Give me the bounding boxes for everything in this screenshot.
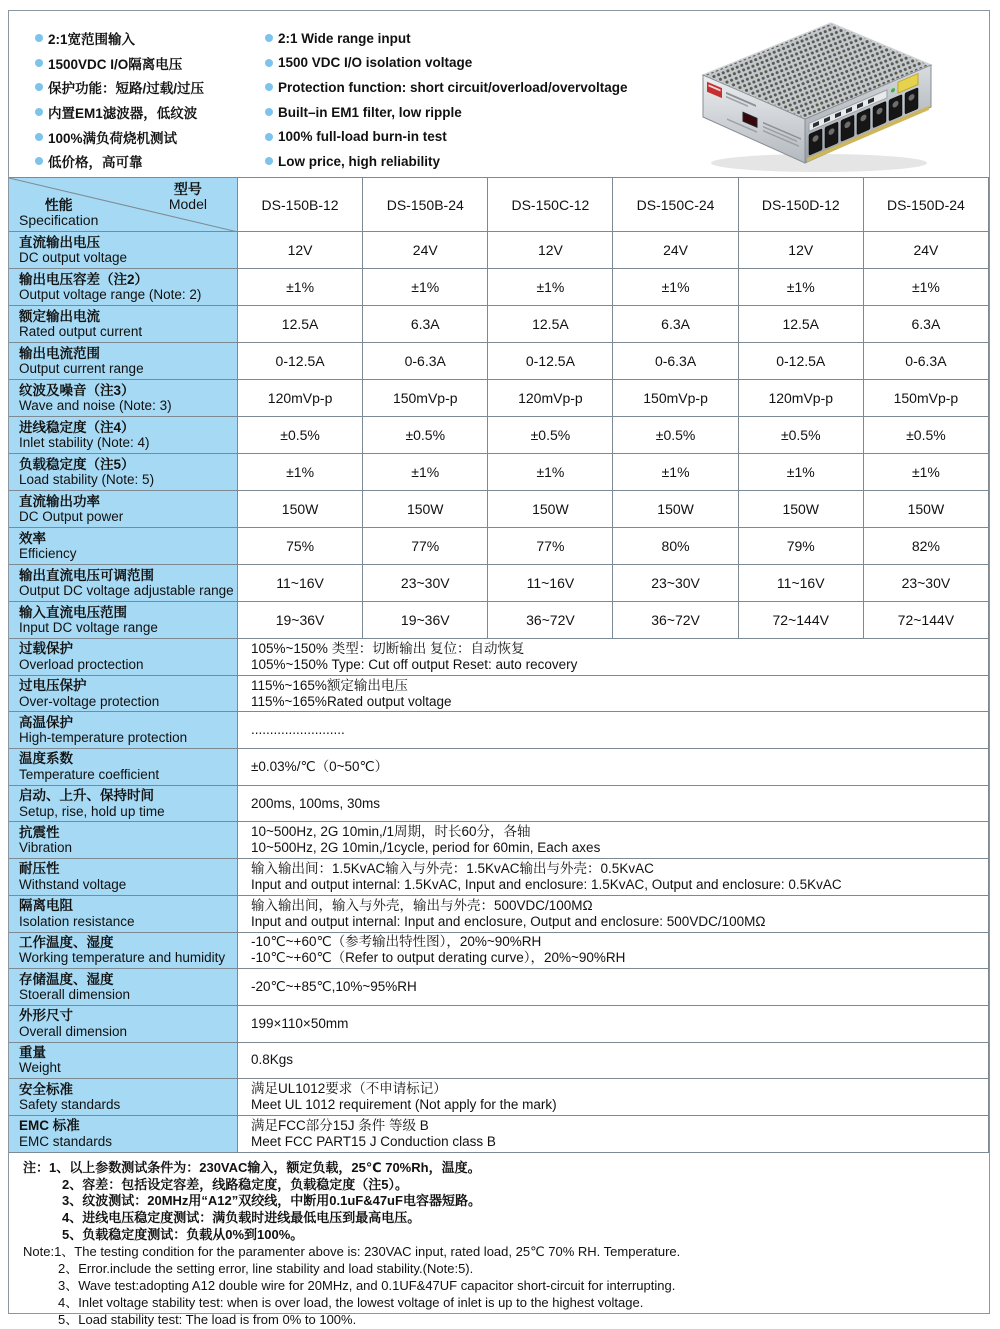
feature-label: 内置EM1滤波器，低纹波	[48, 106, 198, 122]
spec-value-cell: ±0.5%	[488, 417, 613, 454]
spec-value-cell: 12.5A	[238, 306, 363, 343]
spec-label-cell	[9, 565, 238, 602]
bullet-icon	[265, 157, 273, 165]
spec-merged-value-cell	[238, 1116, 989, 1153]
spec-value-cell: ±0.5%	[238, 417, 363, 454]
datasheet-page	[8, 10, 990, 1327]
note-line-zh: 2、容差：包括设定容差，线路稳定度，负载稳定度（注5）。	[62, 1176, 408, 1192]
spec-value-line: 0.8Kgs	[251, 1052, 294, 1068]
spec-value-cell: ±0.5%	[864, 417, 989, 454]
spec-value-cell: 24V	[613, 232, 738, 269]
spec-value-line: 10~500Hz, 2G 10min,/1周期，时长60分，各轴	[251, 824, 531, 840]
spec-row-merged	[9, 859, 989, 896]
spec-value-cell: 79%	[739, 528, 864, 565]
spec-row-merged	[9, 1043, 989, 1080]
spec-label-en: Working temperature and humidity	[19, 950, 226, 966]
spec-value-line: 115%~165%额定输出电压	[251, 677, 408, 693]
spec-label-en: Input DC voltage range	[19, 620, 158, 635]
spec-label-en: Inlet stability (Note: 4)	[19, 435, 150, 450]
spec-value-cell: ±1%	[488, 269, 613, 306]
spec-merged-value-cell	[238, 712, 989, 749]
spec-merged-value-cell	[238, 822, 989, 859]
bullet-icon	[35, 133, 43, 141]
spec-label-zh: 过电压保护	[19, 678, 87, 694]
spec-table	[9, 177, 989, 1153]
spec-label-cell	[9, 343, 238, 380]
feature-label: Built–in EM1 filter, low ripple	[278, 104, 462, 120]
corner-spec-zh: 性能	[44, 197, 73, 213]
spec-label-cell	[9, 639, 238, 676]
model-header-cell: DS-150D-24	[864, 178, 989, 232]
corner-model-label	[169, 182, 207, 212]
spec-value-cell: 12V	[488, 232, 613, 269]
spec-value-cell: 6.3A	[363, 306, 488, 343]
note-line-en: 2、Error.include the setting error, line stability and load stability.(Note:5).	[58, 1261, 474, 1277]
feature-list-zh	[35, 26, 204, 174]
spec-label-zh: 进线稳定度（注4）	[19, 419, 135, 435]
spec-row	[9, 269, 989, 306]
spec-value-line: Meet FCC PART15 J Conduction class B	[251, 1133, 496, 1149]
spec-row	[9, 454, 989, 491]
feature-item	[35, 26, 204, 51]
spec-label-zh: 高温保护	[19, 714, 73, 730]
spec-value-line: 输入输出间：1.5KvAC输入与外壳：1.5KvAC输出与外壳：0.5KvAC	[251, 860, 654, 876]
spec-label-zh: 输出电压容差（注2）	[19, 271, 149, 287]
spec-label-cell	[9, 454, 238, 491]
model-header-cell: DS-150C-24	[613, 178, 738, 232]
spec-merged-value-cell	[238, 896, 989, 933]
power-supply-image	[691, 13, 941, 175]
spec-label-zh: 存储温度、湿度	[19, 971, 114, 987]
notes-section	[9, 1153, 989, 1329]
spec-value-cell: 0-6.3A	[864, 343, 989, 380]
feature-label: 保护功能：短路/过载/过压	[48, 81, 205, 97]
spec-value-cell: 12.5A	[488, 306, 613, 343]
spec-label-cell	[9, 417, 238, 454]
spec-label-zh: 重量	[19, 1044, 46, 1060]
spec-value-cell: 150W	[613, 491, 738, 528]
spec-row-merged	[9, 933, 989, 970]
spec-value-line: ±0.03%/℃（0~50℃）	[251, 758, 389, 774]
note-line-en: 4、Inlet voltage stability test: when is over load, the lowest voltage of inlet is up to the highest voltage.	[58, 1294, 644, 1310]
spec-value-cell: 150W	[238, 491, 363, 528]
spec-label-zh: 输出电流范围	[19, 345, 100, 361]
spec-value-cell: 12V	[739, 232, 864, 269]
feature-item	[35, 100, 204, 125]
note-line-en: 5、Load stability test: The load is from 0% to 100%.	[58, 1311, 357, 1327]
spec-label-en: DC output voltage	[19, 250, 128, 265]
spec-label-cell	[9, 822, 238, 859]
spec-label-cell	[9, 232, 238, 269]
spec-label-en: EMC standards	[19, 1133, 113, 1149]
spec-label-cell	[9, 491, 238, 528]
spec-label-cell	[9, 1006, 238, 1043]
spec-value-cell: ±1%	[488, 454, 613, 491]
spec-label-en: Setup, rise, hold up time	[19, 803, 165, 819]
feature-item	[265, 51, 628, 76]
spec-label-en: Stoerall dimension	[19, 987, 131, 1003]
spec-label-cell	[9, 1043, 238, 1080]
spec-value-line: 199×110×50mm	[251, 1015, 349, 1031]
feature-item	[35, 124, 204, 149]
note-line-en: 3、Wave test:adopting A12 double wire for 20MHz, and 0.1UF&47UF capacitor short-circuit for interrupting.	[58, 1277, 676, 1293]
bullet-icon	[35, 83, 43, 91]
spec-value-cell: ±0.5%	[363, 417, 488, 454]
feature-item	[35, 75, 204, 100]
spec-value-cell: 150W	[363, 491, 488, 528]
spec-row	[9, 417, 989, 454]
feature-label: 低价格，高可靠	[48, 155, 143, 171]
feature-label: Low price, high reliability	[278, 153, 441, 169]
bullet-icon	[265, 34, 273, 42]
spec-row-merged	[9, 639, 989, 676]
feature-item	[265, 100, 628, 125]
table-header-row	[9, 178, 989, 232]
spec-row-merged	[9, 969, 989, 1006]
note-line-zh: 4、进线电压稳定度测试：满负载时进线最低电压到最高电压。	[62, 1210, 421, 1226]
feature-item	[265, 149, 628, 174]
spec-label-zh: 输出直流电压可调范围	[19, 567, 154, 583]
bullet-icon	[35, 108, 43, 116]
spec-value-cell: 82%	[864, 528, 989, 565]
spec-row	[9, 380, 989, 417]
bullet-icon	[265, 59, 273, 67]
feature-label: 2:1宽范围输入	[48, 32, 136, 48]
spec-value-cell: 6.3A	[613, 306, 738, 343]
feature-label: 2:1 Wide range input	[278, 30, 411, 46]
spec-value-line: 满足UL1012要求（不申请标记）	[251, 1081, 447, 1097]
spec-merged-value-cell	[238, 749, 989, 786]
spec-label-cell	[9, 933, 238, 970]
spec-label-en: Weight	[19, 1060, 61, 1076]
spec-merged-value-cell	[238, 786, 989, 823]
spec-label-en: Rated output current	[19, 324, 143, 339]
spec-label-cell	[9, 786, 238, 823]
spec-value-cell: ±0.5%	[613, 417, 738, 454]
spec-row	[9, 565, 989, 602]
spec-label-cell	[9, 602, 238, 639]
spec-value-cell: ±0.5%	[739, 417, 864, 454]
spec-value-line: -20℃~+85℃,10%~95%RH	[251, 979, 417, 995]
note-line-zh: 3、纹波测试：20MHz用“A12”双绞线，中断用0.1uF&47uF电容器短路。	[62, 1193, 481, 1209]
spec-label-en: Temperature coefficient	[19, 766, 160, 782]
spec-value-cell: 11~16V	[739, 565, 864, 602]
spec-value-cell: 80%	[613, 528, 738, 565]
spec-value-cell: 12V	[238, 232, 363, 269]
spec-label-zh: 额定输出电流	[19, 308, 100, 324]
spec-merged-value-cell	[238, 1006, 989, 1043]
spec-label-zh: EMC 标准	[19, 1118, 80, 1134]
model-header-cell: DS-150C-12	[488, 178, 613, 232]
spec-value-cell: 120mVp-p	[488, 380, 613, 417]
spec-label-en: Safety standards	[19, 1097, 121, 1113]
spec-label-cell	[9, 306, 238, 343]
bullet-icon	[265, 83, 273, 91]
spec-value-cell: 19~36V	[363, 602, 488, 639]
spec-label-zh: 隔离电阻	[19, 898, 73, 914]
spec-value-line: -10℃~+60℃（Refer to output derating curve），20%~90%RH	[251, 950, 626, 966]
spec-value-cell: ±1%	[238, 269, 363, 306]
spec-value-cell: 24V	[363, 232, 488, 269]
spec-value-cell: 77%	[363, 528, 488, 565]
spec-label-zh: 温度系数	[19, 751, 73, 767]
spec-label-en: Overload proctection	[19, 656, 144, 672]
spec-label-en: Output current range	[19, 361, 144, 376]
spec-label-cell	[9, 528, 238, 565]
spec-value-line: 输入输出间，输入与外壳，输出与外壳：500VDC/100MΩ	[251, 897, 593, 913]
spec-label-cell	[9, 676, 238, 713]
spec-value-cell: 12.5A	[739, 306, 864, 343]
spec-label-zh: 工作温度、湿度	[19, 934, 114, 950]
spec-value-line: 10~500Hz, 2G 10min,/1cycle, period for 60min, Each axes	[251, 840, 601, 856]
spec-value-line: Meet UL 1012 requirement (Not apply for the mark)	[251, 1097, 557, 1113]
feature-label: 1500 VDC I/O isolation voltage	[278, 55, 473, 71]
spec-merged-value-cell	[238, 933, 989, 970]
spec-label-en: Isolation resistance	[19, 913, 135, 929]
spec-value-line: 115%~165%Rated output voltage	[251, 693, 452, 709]
spec-label-cell	[9, 712, 238, 749]
note-line-zh: 注：1、以上参数测试条件为：230VAC输入，额定负载，25℃ 70%Rh，温度。	[23, 1159, 481, 1175]
spec-value-cell: 23~30V	[864, 565, 989, 602]
note-line-zh: 5、负载稳定度测试：负载从0%到100%。	[62, 1227, 304, 1243]
spec-value-cell: ±1%	[864, 454, 989, 491]
feature-label: 100%满负荷烧机测试	[48, 130, 178, 146]
spec-label-en: Withstand voltage	[19, 876, 127, 892]
feature-item	[265, 75, 628, 100]
spec-label-en: Wave and noise (Note: 3)	[19, 398, 172, 413]
spec-label-zh: 抗震性	[19, 824, 60, 840]
corner-spec-en: Specification	[19, 212, 99, 228]
spec-row	[9, 306, 989, 343]
spec-merged-value-cell	[238, 859, 989, 896]
spec-row-merged	[9, 712, 989, 749]
spec-merged-value-cell	[238, 1079, 989, 1116]
spec-value-cell: 150mVp-p	[363, 380, 488, 417]
spec-label-en: Overall dimension	[19, 1023, 128, 1039]
spec-value-cell: 11~16V	[488, 565, 613, 602]
spec-label-cell	[9, 1116, 238, 1153]
spec-value-cell: ±1%	[613, 269, 738, 306]
spec-merged-value-cell	[238, 969, 989, 1006]
spec-row-merged	[9, 1116, 989, 1153]
spec-value-line: 105%~150% Type: Cut off output Reset: auto recovery	[251, 656, 578, 672]
spec-row-merged	[9, 822, 989, 859]
spec-label-cell	[9, 859, 238, 896]
spec-label-zh: 输入直流电压范围	[19, 604, 127, 620]
spec-value-cell: 6.3A	[864, 306, 989, 343]
spec-label-cell	[9, 269, 238, 306]
spec-label-en: Vibration	[19, 840, 73, 856]
corner-spec-label	[19, 198, 98, 228]
spec-row	[9, 491, 989, 528]
spec-label-cell	[9, 1079, 238, 1116]
spec-value-cell: 150mVp-p	[613, 380, 738, 417]
spec-label-zh: 效率	[19, 530, 46, 546]
spec-row	[9, 232, 989, 269]
spec-label-zh: 直流输出功率	[19, 493, 100, 509]
feature-item	[35, 149, 204, 174]
spec-label-zh: 耐压性	[19, 861, 60, 877]
spec-value-cell: 24V	[864, 232, 989, 269]
model-header-cell: DS-150D-12	[739, 178, 864, 232]
spec-value-cell: 72~144V	[739, 602, 864, 639]
spec-merged-value-cell	[238, 639, 989, 676]
spec-value-cell: 19~36V	[238, 602, 363, 639]
spec-value-cell: 36~72V	[488, 602, 613, 639]
spec-label-cell	[9, 749, 238, 786]
spec-value-cell: 120mVp-p	[739, 380, 864, 417]
spec-label-en: Efficiency	[19, 546, 77, 561]
table-corner-cell	[9, 178, 238, 232]
spec-value-cell: ±1%	[739, 269, 864, 306]
spec-value-line: Input and output internal: 1.5KvAC, Input and enclosure: 1.5KvAC, Output and enclosure: 0.5KvAC	[251, 876, 842, 892]
spec-value-cell: ±1%	[363, 454, 488, 491]
spec-label-en: DC Output power	[19, 509, 124, 524]
spec-label-en: Output DC voltage adjustable range	[19, 583, 234, 598]
spec-label-zh: 纹波及噪音（注3）	[19, 382, 135, 398]
spec-value-cell: 23~30V	[363, 565, 488, 602]
spec-value-cell: 77%	[488, 528, 613, 565]
feature-list-en	[265, 26, 628, 174]
spec-value-cell: 0-12.5A	[238, 343, 363, 380]
spec-row-merged	[9, 1079, 989, 1116]
corner-model-en: Model	[168, 196, 207, 212]
spec-row	[9, 602, 989, 639]
spec-label-en: Output voltage range (Note: 2)	[19, 287, 202, 302]
spec-value-line: Input and output internal: Input and enclosure, Output and enclosure: 500VDC/100MΩ	[251, 913, 766, 929]
spec-label-zh: 安全标准	[19, 1081, 73, 1097]
spec-value-cell: 0-12.5A	[739, 343, 864, 380]
product-photo	[691, 13, 941, 175]
spec-value-cell: 150W	[488, 491, 613, 528]
feature-label: 100% full-load burn-in test	[278, 129, 447, 145]
spec-row-merged	[9, 676, 989, 713]
spec-value-cell: 0-12.5A	[488, 343, 613, 380]
spec-label-zh: 外形尺寸	[19, 1008, 73, 1024]
spec-label-zh: 负载稳定度（注5）	[19, 456, 135, 472]
model-header-cell: DS-150B-12	[238, 178, 363, 232]
spec-value-line: 满足FCC部分15J 条件 等级 B	[251, 1117, 429, 1133]
spec-label-zh: 启动、上升、保持时间	[19, 788, 154, 804]
spec-value-cell: 23~30V	[613, 565, 738, 602]
bullet-icon	[265, 108, 273, 116]
feature-item	[265, 124, 628, 149]
note-line-en: Note:1、The testing condition for the paramenter above is: 230VAC input, rated load, 25℃ 70% RH. Temperature.	[23, 1244, 681, 1260]
spec-row	[9, 528, 989, 565]
spec-value-cell: ±1%	[613, 454, 738, 491]
spec-row-merged	[9, 786, 989, 823]
spec-value-cell: 36~72V	[613, 602, 738, 639]
spec-value-cell: ±1%	[238, 454, 363, 491]
bullet-icon	[35, 34, 43, 42]
spec-value-line: -10℃~+60℃（参考输出特性图），20%~90%RH	[251, 934, 542, 950]
feature-label: 1500VDC I/O隔离电压	[48, 56, 183, 72]
spec-value-cell: 0-6.3A	[613, 343, 738, 380]
bullet-icon	[35, 157, 43, 165]
spec-row-merged	[9, 749, 989, 786]
spec-value-cell: 150mVp-p	[864, 380, 989, 417]
spec-row-merged	[9, 1006, 989, 1043]
bullet-icon	[35, 59, 43, 67]
model-header-cell: DS-150B-24	[363, 178, 488, 232]
spec-value-cell: 11~16V	[238, 565, 363, 602]
spec-label-cell	[9, 969, 238, 1006]
spec-label-en: Load stability (Note: 5)	[19, 472, 155, 487]
spec-value-cell: ±1%	[739, 454, 864, 491]
spec-label-zh: 直流输出电压	[19, 234, 100, 250]
spec-value-cell: 120mVp-p	[238, 380, 363, 417]
spec-value-cell: 150W	[864, 491, 989, 528]
spec-value-cell: 75%	[238, 528, 363, 565]
spec-value-line: 105%~150% 类型：切断输出 复位：自动恢复	[251, 640, 525, 656]
spec-value-line: 200ms, 100ms, 30ms	[251, 795, 381, 811]
bullet-icon	[265, 133, 273, 141]
spec-merged-value-cell	[238, 1043, 989, 1080]
spec-value-cell: 0-6.3A	[363, 343, 488, 380]
spec-label-cell	[9, 380, 238, 417]
spec-label-cell	[9, 896, 238, 933]
spec-value-line: .........................	[251, 722, 345, 738]
spec-value-cell: 72~144V	[864, 602, 989, 639]
feature-item	[35, 51, 204, 76]
spec-value-cell: ±1%	[864, 269, 989, 306]
spec-label-en: Over-voltage protection	[19, 693, 160, 709]
corner-model-zh: 型号	[173, 181, 202, 197]
spec-label-zh: 过载保护	[19, 641, 73, 657]
spec-label-en: High-temperature protection	[19, 730, 188, 746]
feature-section	[9, 11, 989, 177]
spec-row-merged	[9, 896, 989, 933]
spec-value-cell: 150W	[739, 491, 864, 528]
feature-item	[265, 26, 628, 51]
spec-merged-value-cell	[238, 676, 989, 713]
spec-row	[9, 343, 989, 380]
feature-label: Protection function: short circuit/overload/overvoltage	[278, 79, 628, 95]
spec-value-cell: ±1%	[363, 269, 488, 306]
